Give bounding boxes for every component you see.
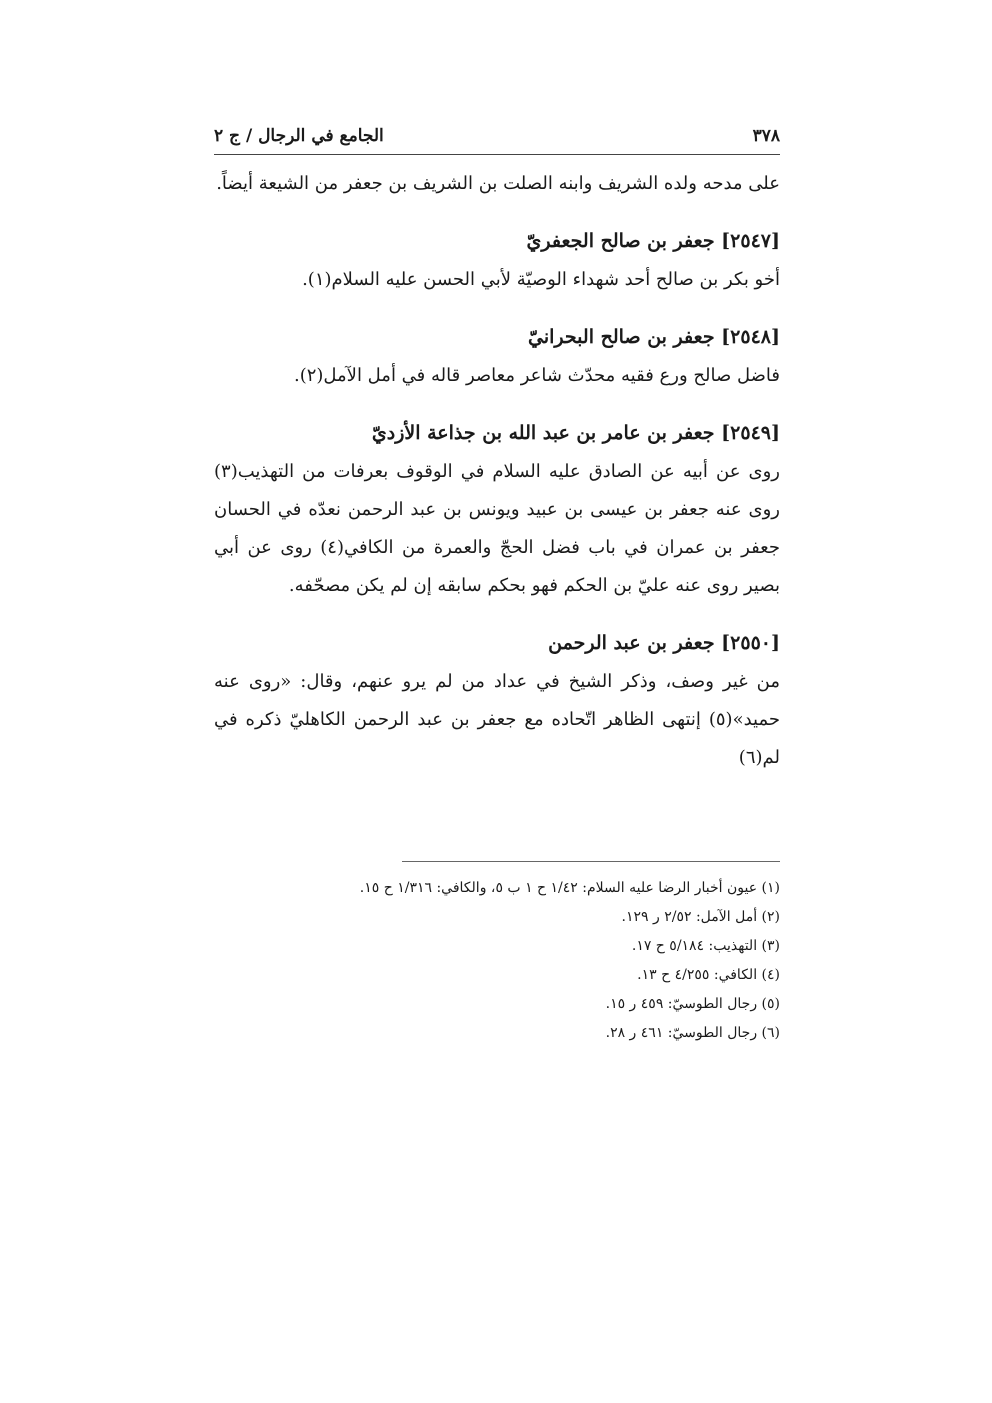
book-page — [214, 118, 780, 1048]
footnote: (٢) أمل الآمل: ٢/٥٢ ر ١٢٩. — [621, 909, 780, 925]
entry-heading: [٢٥٥٠] جعفر بن عبد الرحمن — [548, 632, 780, 654]
entry-text: روى عن أبيه عن الصادق عليه السلام في الوقوف بعرفات من التهذيب(٣) روى عنه جعفر بن عيسى بن عبيد ويونس بن عبد الرحمن نعدّه في الحسان جعفر بن عمران في باب فضل الحجّ والعمرة من الكافي(٤) روى عن أبي بصير روى عنه عليّ بن الحكم فهو بحكم سابقه إن لم يكن مصحّفه. — [214, 461, 780, 596]
footnotes — [214, 874, 780, 1048]
intro-paragraph: على مدحه ولده الشريف وابنه الصلت بن الشريف بن جعفر من الشيعة أيضاً. — [216, 173, 780, 194]
footnote: (٣) التهذيب: ٥/١٨٤ ح ١٧. — [631, 938, 780, 954]
entry-heading: [٢٥٤٩] جعفر بن عامر بن عبد الله بن جذاعة الأزديّ — [371, 422, 780, 444]
running-header — [214, 118, 780, 155]
entry-text: فاضل صالح ورع فقيه محدّث شاعر معاصر قاله في أمل الآمل(٢). — [293, 365, 780, 386]
footnote: (٥) رجال الطوسيّ: ٤٥٩ ر ١٥. — [605, 996, 780, 1012]
footnote: (٦) رجال الطوسيّ: ٤٦١ ر ٢٨. — [605, 1025, 780, 1041]
entry-text: من غير وصف، وذكر الشيخ في عداد من لم يرو عنهم، وقال: «روى عنه حميد»(٥) إنتهى الظاهر اتّحاده مع جعفر بن عبد الرحمن الكاهليّ ذكره في لم(٦) — [214, 671, 780, 768]
entry-text: أخو بكر بن صالح أحد شهداء الوصيّة لأبي الحسن عليه السلام(١). — [302, 269, 780, 290]
footnote: (١) عيون أخبار الرضا عليه السلام: ١/٤٢ ح ١ ب ٥، والكافي: ١/٣١٦ ح ١٥. — [359, 880, 780, 896]
main-text — [214, 165, 780, 777]
footnote-separator — [402, 861, 780, 862]
entry-heading: [٢٥٤٧] جعفر بن صالح الجعفريّ — [526, 230, 780, 252]
page-number: ٣٧٨ — [752, 126, 780, 146]
footnote: (٤) الكافي: ٤/٢٥٥ ح ١٣. — [637, 967, 780, 983]
book-title: الجامع في الرجال / ج ٢ — [214, 126, 384, 146]
entry-heading: [٢٥٤٨] جعفر بن صالح البحرانيّ — [528, 326, 780, 348]
